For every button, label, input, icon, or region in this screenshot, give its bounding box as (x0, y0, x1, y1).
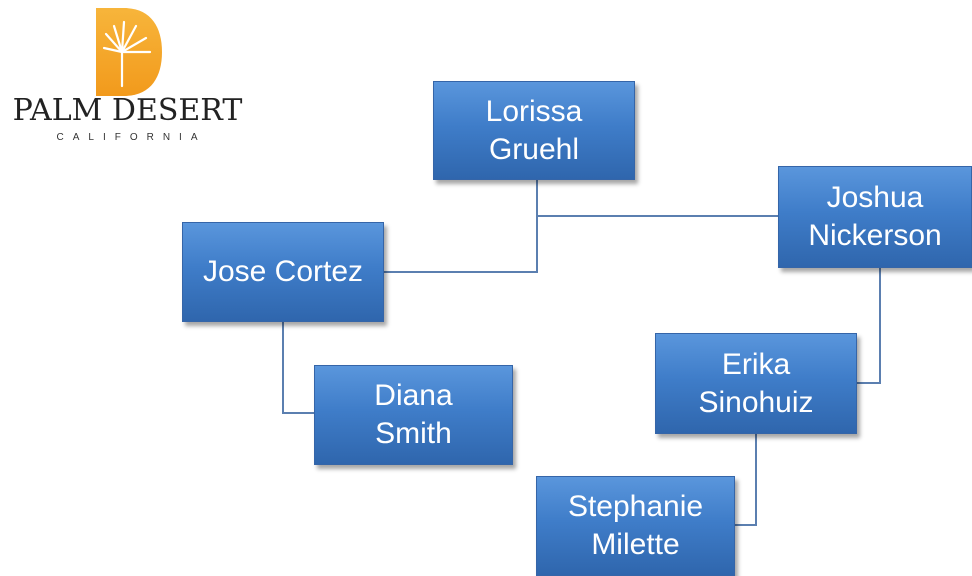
logo-subtitle: CALIFORNIA (56, 132, 207, 143)
connector-joshua-erika (857, 268, 880, 383)
node-label: Stephanie Milette (567, 490, 704, 561)
node-jose-cortez (182, 222, 384, 322)
logo-name: PALM DESERT (12, 93, 243, 128)
connector-erika-stephanie (735, 434, 756, 525)
connector-lorissa-jose (384, 180, 537, 272)
node-erika-sinohuiz (655, 333, 857, 434)
connector-jose-diana (283, 322, 314, 413)
node-label: Jose Cortez (202, 255, 364, 288)
node-joshua-nickerson (778, 166, 972, 268)
node-stephanie-milette (536, 476, 735, 576)
node-label: Joshua Nickerson (808, 181, 942, 252)
node-diana-smith (314, 365, 513, 465)
node-label: Lorissa Gruehl (485, 94, 583, 166)
node-label: Diana Smith (374, 379, 453, 450)
node-lorissa-gruehl (433, 81, 635, 180)
node-label: Erika Sinohuiz (698, 347, 814, 419)
